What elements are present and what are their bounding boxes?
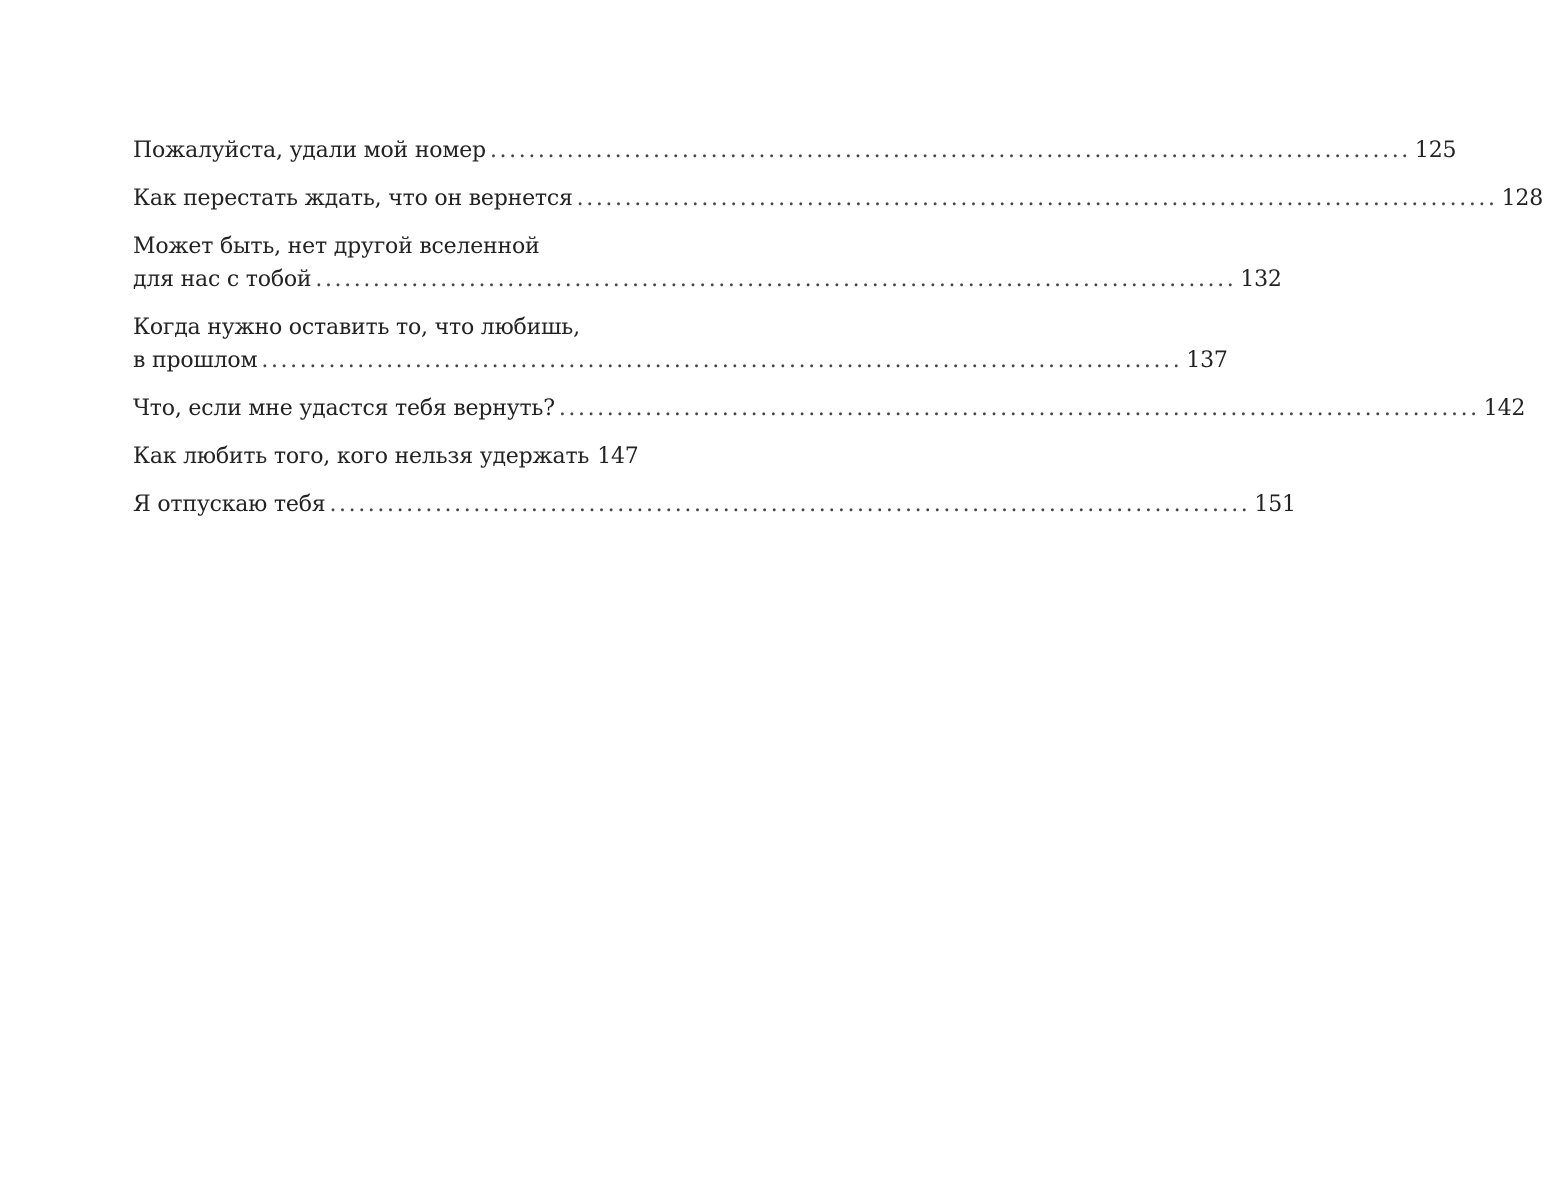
toc-page-number: 147 <box>597 444 639 469</box>
toc-entry-title: в прошлом <box>133 348 258 373</box>
toc-entry-title: Как любить того, кого нельзя удержать <box>133 444 590 469</box>
toc-entry-title: Пожалуйста, удали мой номер <box>133 138 486 163</box>
toc-page-number: 128 <box>1501 186 1543 211</box>
dot-leader: ................................................................................................ <box>315 267 1237 292</box>
toc-entry <box>133 392 1526 425</box>
toc-entry-title-first-line: Может быть, нет другой вселенной <box>133 234 540 259</box>
toc-entry-line <box>133 488 1296 521</box>
toc-entry-line <box>133 134 1457 167</box>
toc-entry <box>133 134 1457 167</box>
toc-entry <box>133 230 1282 296</box>
dot-leader: ................................................................................................ <box>576 186 1498 211</box>
toc-entry-title: Что, если мне удастся тебя вернуть? <box>133 396 555 421</box>
toc-entry-title: для нас с тобой <box>133 267 312 292</box>
dot-leader: ................................................................................................ <box>329 492 1251 517</box>
toc-entry-title: Как перестать ждать, что он вернется <box>133 186 573 211</box>
toc-entry <box>133 182 1543 215</box>
toc-entry <box>133 311 1228 377</box>
toc-entry-line <box>133 263 1282 296</box>
toc-entry-line <box>133 392 1526 425</box>
toc-page-number: 125 <box>1414 138 1457 163</box>
toc-entry-line <box>133 344 1228 377</box>
dot-leader: ................................................................................................ <box>558 396 1480 421</box>
dot-leader: ................................................................................................ <box>489 138 1411 163</box>
toc-entry <box>133 488 1296 521</box>
toc-page-number: 151 <box>1254 492 1296 517</box>
toc-entry-line <box>133 440 637 473</box>
toc-entry-title: Я отпускаю тебя <box>133 492 326 517</box>
toc-page-number: 142 <box>1483 396 1526 421</box>
dot-leader: ................................................................................................ <box>261 348 1183 373</box>
toc-page-number: 137 <box>1186 348 1228 373</box>
toc-entry-title-first-line: Когда нужно оставить то, что любишь, <box>133 315 580 340</box>
toc-page-number: 132 <box>1240 267 1282 292</box>
table-of-contents <box>133 134 1543 536</box>
toc-entry-line <box>133 182 1543 215</box>
toc-entry <box>133 440 637 473</box>
